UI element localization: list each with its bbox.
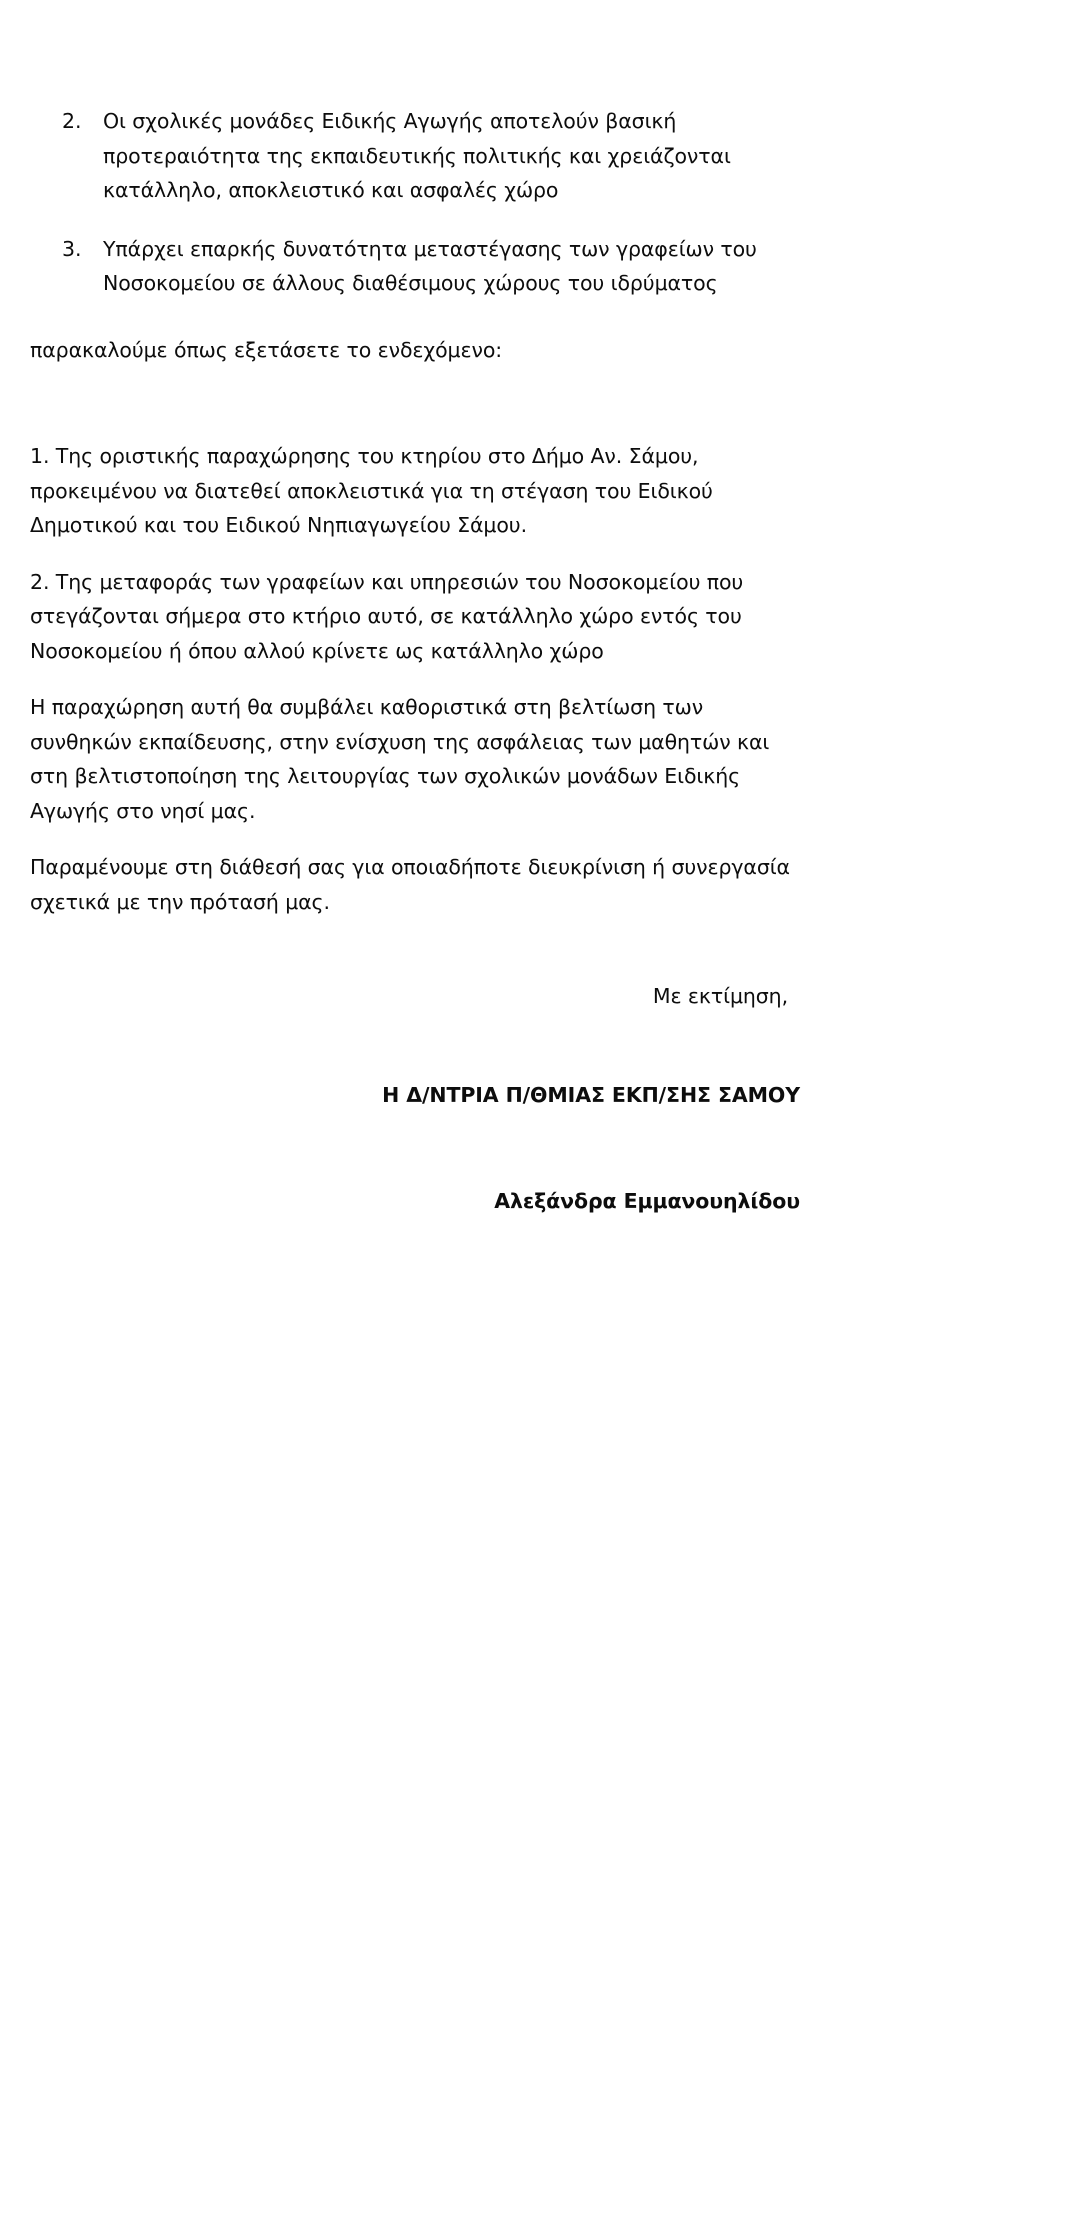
spacer [30, 1112, 800, 1184]
list-item-marker: 2. [62, 109, 82, 133]
list-item [30, 104, 800, 208]
list-item-text: Υπάρχει επαρκής δυνατότητα μεταστέγασης των γραφείων του Νοσοκομείου σε άλλους διαθέσιμους χώρους του ιδρύματος [103, 236, 757, 295]
spacer [30, 367, 800, 439]
spacer [30, 828, 800, 850]
closing-paragraph-2: Παραμένουμε στη διάθεσή σας για οποιαδήποτε διευκρίνιση ή συνεργασία σχετικά με την πρότασή μας. [30, 855, 790, 914]
intro-request-paragraph: παρακαλούμε όπως εξετάσετε το ενδεχόμενο: [30, 337, 503, 362]
request-paragraph-2: 2. Της μεταφοράς των γραφείων και υπηρεσιών του Νοσοκομείου που στεγάζονται σήμερα στο κτήριο αυτό, σε κατάλληλο χώρο εντός του Νοσοκομείου ή όπου αλλού κρίνετε ως κατάλληλο χώρο [30, 569, 744, 663]
list-item-marker: 3. [62, 236, 82, 261]
spacer [30, 1014, 800, 1078]
page-bottom-whitespace [30, 1219, 800, 2219]
signature-name: Αλεξάνδρα Εμμανουηλίδου [494, 1189, 800, 1213]
signature-block [30, 979, 800, 1219]
spacer [30, 543, 800, 565]
closing-paragraph-1: Η παραχώρηση αυτή θα συμβάλει καθοριστικά στη βελτίωση των συνθηκών εκπαίδευσης, στην ενίσχυση της ασφάλειας των μαθητών και στη βελτιστοποίηση της λειτουργίας των σχολικών μονάδων Ειδικής Αγωγής στο νησί μας. [30, 695, 770, 823]
list-item [30, 232, 800, 301]
request-paragraph-1: 1. Της οριστικής παραχώρησης του κτηρίου στο Δήμο Αν. Σάμου, προκειμένου να διατεθεί αποκλειστικά για τη στέγαση του Ειδικού Δημοτικού και του Ειδικού Νηπιαγωγείου Σάμου. [30, 444, 713, 537]
document-content [30, 104, 800, 2219]
signature-salutation: Με εκτίμηση, [652, 984, 788, 1008]
numbered-list [30, 104, 800, 301]
spacer [30, 668, 800, 690]
spacer [30, 919, 800, 979]
list-item-text: Οι σχολικές μονάδες Ειδικής Αγωγής αποτελούν βασική προτεραιότητα της εκπαιδευτικής πολιτικής και χρειάζονται κατάλληλο, αποκλειστικό και ασφαλές χώρο [103, 109, 731, 202]
spacer [30, 301, 800, 333]
signature-title: Η Δ/ΝΤΡΙΑ Π/ΘΜΙΑΣ ΕΚΠ/ΣΗΣ ΣΑΜΟΥ [382, 1082, 800, 1107]
